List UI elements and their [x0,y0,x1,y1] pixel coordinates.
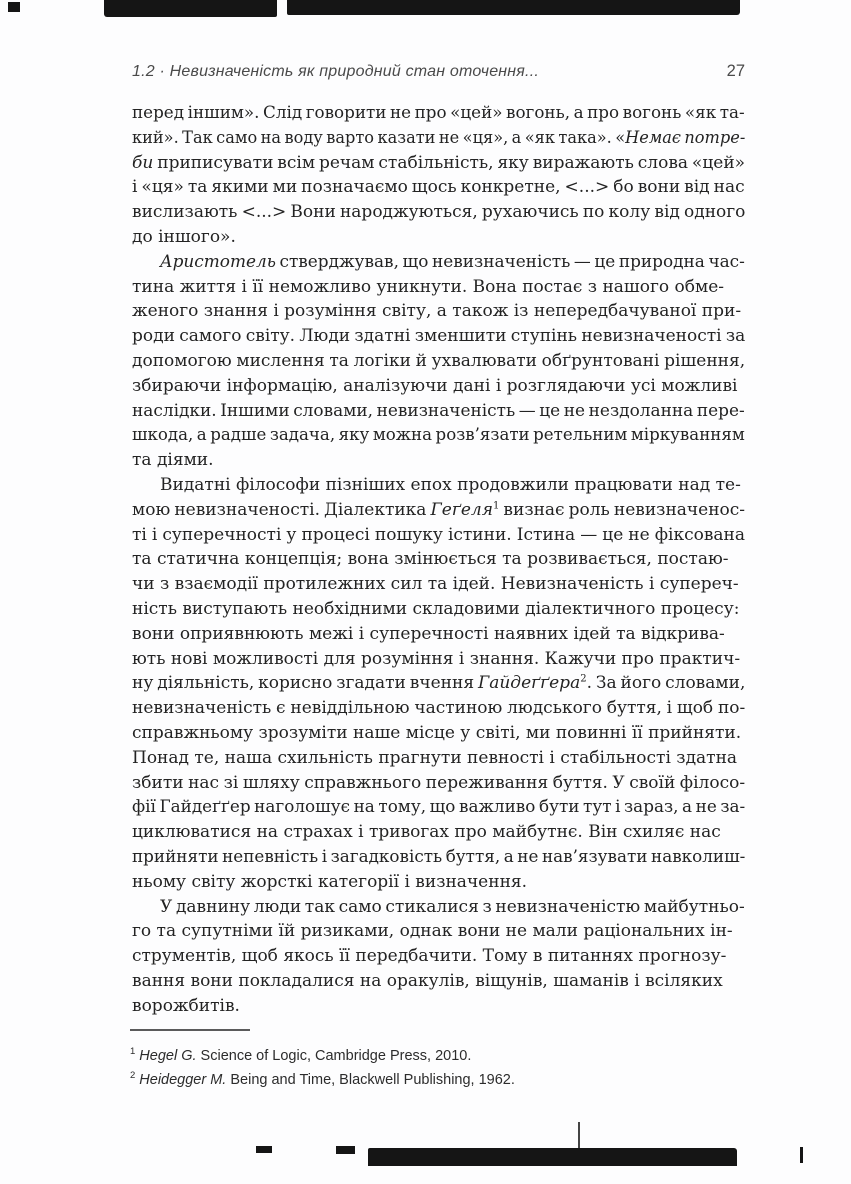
footnote-item: $^1$ Hegel G. Science of Logic, Cambridge Press, 2010. [130,1046,472,1064]
scan-artifact-bottom-speck-1 [256,1146,272,1153]
text-line: прийняти непевність і загадковість буття, а не нав’язувати навколиш- [132,846,746,867]
text-line: Понад те, наша схильність прагнути певності і стабільності здатна [132,747,738,768]
text-line: Аристотель стверджував, що невизначеність — це природна час- [159,251,745,272]
text-line: вання вони покладалися на оракулів, віщунів, шаманів і всіляких [132,970,723,991]
text-line: роди самого світу. Люди здатні зменшити ступінь невизначеності за [132,326,746,347]
page-number: 27 [726,62,745,80]
text-line: мою невизначеності. Діалектика Геґеля$^1$ визнає роль невизначенос- [132,499,746,520]
scan-artifact-top-bar-right [287,0,740,15]
text-line: би приписувати всім речам стабільність, яку виражають слова «цей» [132,152,746,173]
footnote-rule [130,1029,250,1031]
text-line: ють нові можливості для розуміння і знання. Кажучи про практич- [132,648,741,669]
body-text [132,101,745,1018]
scan-artifact-bottom-bar [368,1148,737,1166]
paragraph [132,895,745,1019]
text-line: кий». Так само на воду варто казати не «ця», а «як така». «Немає потре- [132,127,746,148]
text-line: шкода, а радше задача, яку можна розв’язати ретельним міркуванням [132,425,745,446]
text-line: та діями. [132,450,214,471]
paragraph [132,101,745,250]
text-line: У давнину люди так само стикалися з невизначеністю майбутньо- [160,896,745,917]
text-line: невизначеність є невіддільною частиною людського буття, і щоб по- [132,698,746,719]
text-line: ньому світу жорсткі категорії і визначення. [132,871,528,892]
running-header-title: 1.2 · Невизначеність як природний стан оточення... [132,63,539,80]
paragraph [132,473,745,895]
scan-artifact-bottom-right-tick [800,1147,803,1163]
text-line: наслідки. Іншими словами, невизначеність — це не нездоланна пере- [132,400,745,421]
text-line: струментів, щоб якось її передбачити. Тому в питаннях прогнозу- [132,946,727,967]
scan-artifact-bottom-speck-2 [336,1146,355,1154]
footnote-number: 2 [130,1070,136,1082]
text-line: ворожбитів. [132,995,240,1016]
footnote-item: $^2$ Heidegger M. Being and Time, Blackwell Publishing, 1962. [130,1070,515,1089]
text-line: фії Гайдеґґер наголошує на тому, що важливо бути тут і зараз, а не за- [132,797,746,818]
footnote-number: 1 [130,1046,136,1058]
running-header [132,62,745,81]
footnotes [130,1044,743,1093]
text-line: го та супутніми їй ризиками, однак вони не мали раціональних ін- [132,921,733,942]
text-line: вони оприявнюють межі і суперечності наявних ідей та відкрива- [132,623,725,644]
paragraph [132,250,745,473]
text-line: ті і суперечності у процесі пошуку істини. Істина — це не фіксована [132,524,746,545]
text-line: та статична концепція; вона змінюється та розвивається, постаю- [132,549,729,570]
text-line: допомогою мислення та логіки й ухвалювати обґрунтовані рішення, [132,350,746,371]
text-line: Видатні філософи пізніших епох продовжили працювати над те- [160,474,741,495]
text-line: перед іншим». Слід говорити не про «цей» вогонь, а про вогонь «як та- [132,103,745,123]
scan-artifact-vertical-line [578,1122,580,1148]
text-line: збираючи інформацію, аналізуючи дані і розглядаючи усі можливі [132,375,738,396]
scan-artifact-top-bar-left [104,0,277,17]
text-line: і «ця» та якими ми позначаємо щось конкретне, <...> бо вони від нас [132,177,745,198]
text-line: тина життя і її неможливо уникнути. Вона постає з нашого обме- [132,276,724,297]
text-line: вислизають <...> Вони народжуються, рухаючись по колу від одного [132,202,746,223]
text-line: справжньому зрозуміти наше місце у світі, ми повинні її прийняти. [132,722,742,743]
text-line: циклюватися на страхах і тривогах про майбутнє. Він схиляє нас [132,822,721,843]
text-line: ність виступають необхідними складовими діалектичного процесу: [132,598,740,619]
scan-artifact-top-left-speck [8,2,20,12]
text-line: ну діяльність, корисно згадати вчення Гайдеґґера$^2$. За його словами, [132,673,746,694]
text-line: до іншого». [132,226,236,247]
text-line: женого знання і розуміння світу, а також із непередбачуваної при- [132,301,742,322]
text-line: збити нас зі шляху справжнього переживання буття. У своїй філосо- [132,772,746,793]
text-line: чи з взаємодії протилежних сил та ідей. Невизначеність і супереч- [132,574,739,595]
